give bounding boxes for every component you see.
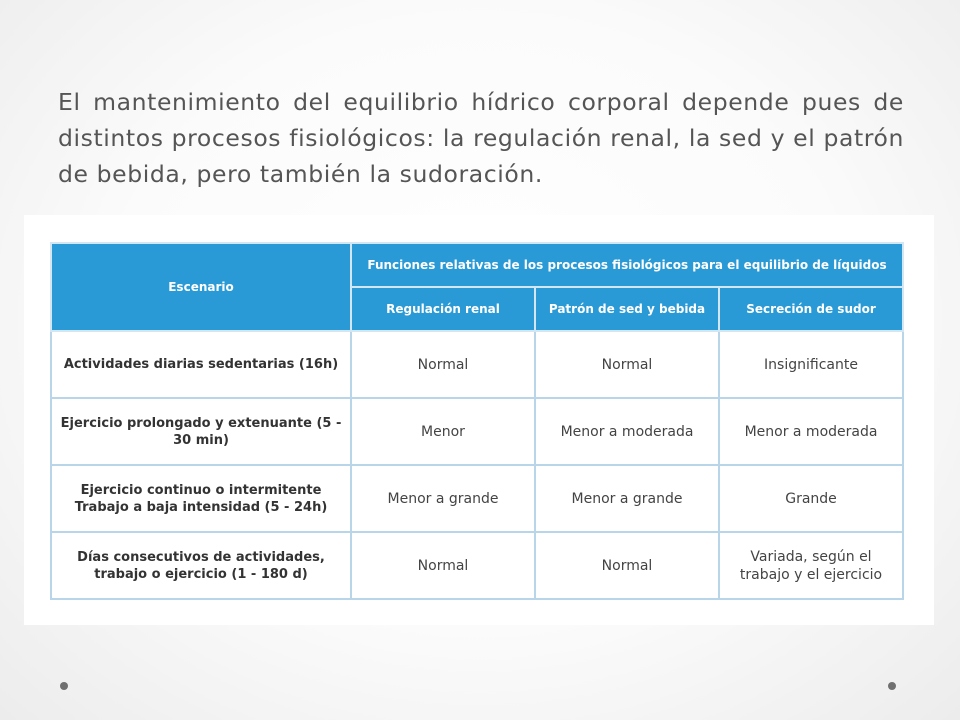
scenario-cell: Ejercicio prolongado y extenuante (5 - 30 min) xyxy=(51,398,351,465)
sweat-header: Secreción de sudor xyxy=(719,287,903,331)
table-row xyxy=(51,532,903,599)
renal-cell: Normal xyxy=(351,532,535,599)
sweat-cell: Menor a moderada xyxy=(719,398,903,465)
table-row xyxy=(51,465,903,532)
sweat-cell: Grande xyxy=(719,465,903,532)
bottom-right-dot xyxy=(888,682,896,690)
intro-paragraph: El mantenimiento del equilibrio hídrico corporal depende pues de distintos procesos fisiológicos: la regulación renal, la sed y el patrón de bebida, pero también la sudoración. xyxy=(58,88,904,188)
thirst-cell: Normal xyxy=(535,331,719,398)
renal-header: Regulación renal xyxy=(351,287,535,331)
scenario-header: Escenario xyxy=(51,243,351,331)
sweat-cell: Variada, según el trabajo y el ejercicio xyxy=(719,532,903,599)
scenario-cell: Días consecutivos de actividades, trabajo o ejercicio (1 - 180 d) xyxy=(51,532,351,599)
fluid-balance-table xyxy=(50,242,904,600)
fluid-balance-table-figure xyxy=(24,215,934,625)
renal-cell: Normal xyxy=(351,331,535,398)
bottom-left-dot xyxy=(60,682,68,690)
table-row xyxy=(51,398,903,465)
thirst-header: Patrón de sed y bebida xyxy=(535,287,719,331)
thirst-cell: Menor a grande xyxy=(535,465,719,532)
scenario-cell: Ejercicio continuo o intermitente Trabajo a baja intensidad (5 - 24h) xyxy=(51,465,351,532)
scenario-cell: Actividades diarias sedentarias (16h) xyxy=(51,331,351,398)
renal-cell: Menor a grande xyxy=(351,465,535,532)
renal-cell: Menor xyxy=(351,398,535,465)
functions-header: Funciones relativas de los procesos fisiológicos para el equilibrio de líquidos xyxy=(351,243,903,287)
table-row xyxy=(51,331,903,398)
thirst-cell: Normal xyxy=(535,532,719,599)
sweat-cell: Insignificante xyxy=(719,331,903,398)
thirst-cell: Menor a moderada xyxy=(535,398,719,465)
